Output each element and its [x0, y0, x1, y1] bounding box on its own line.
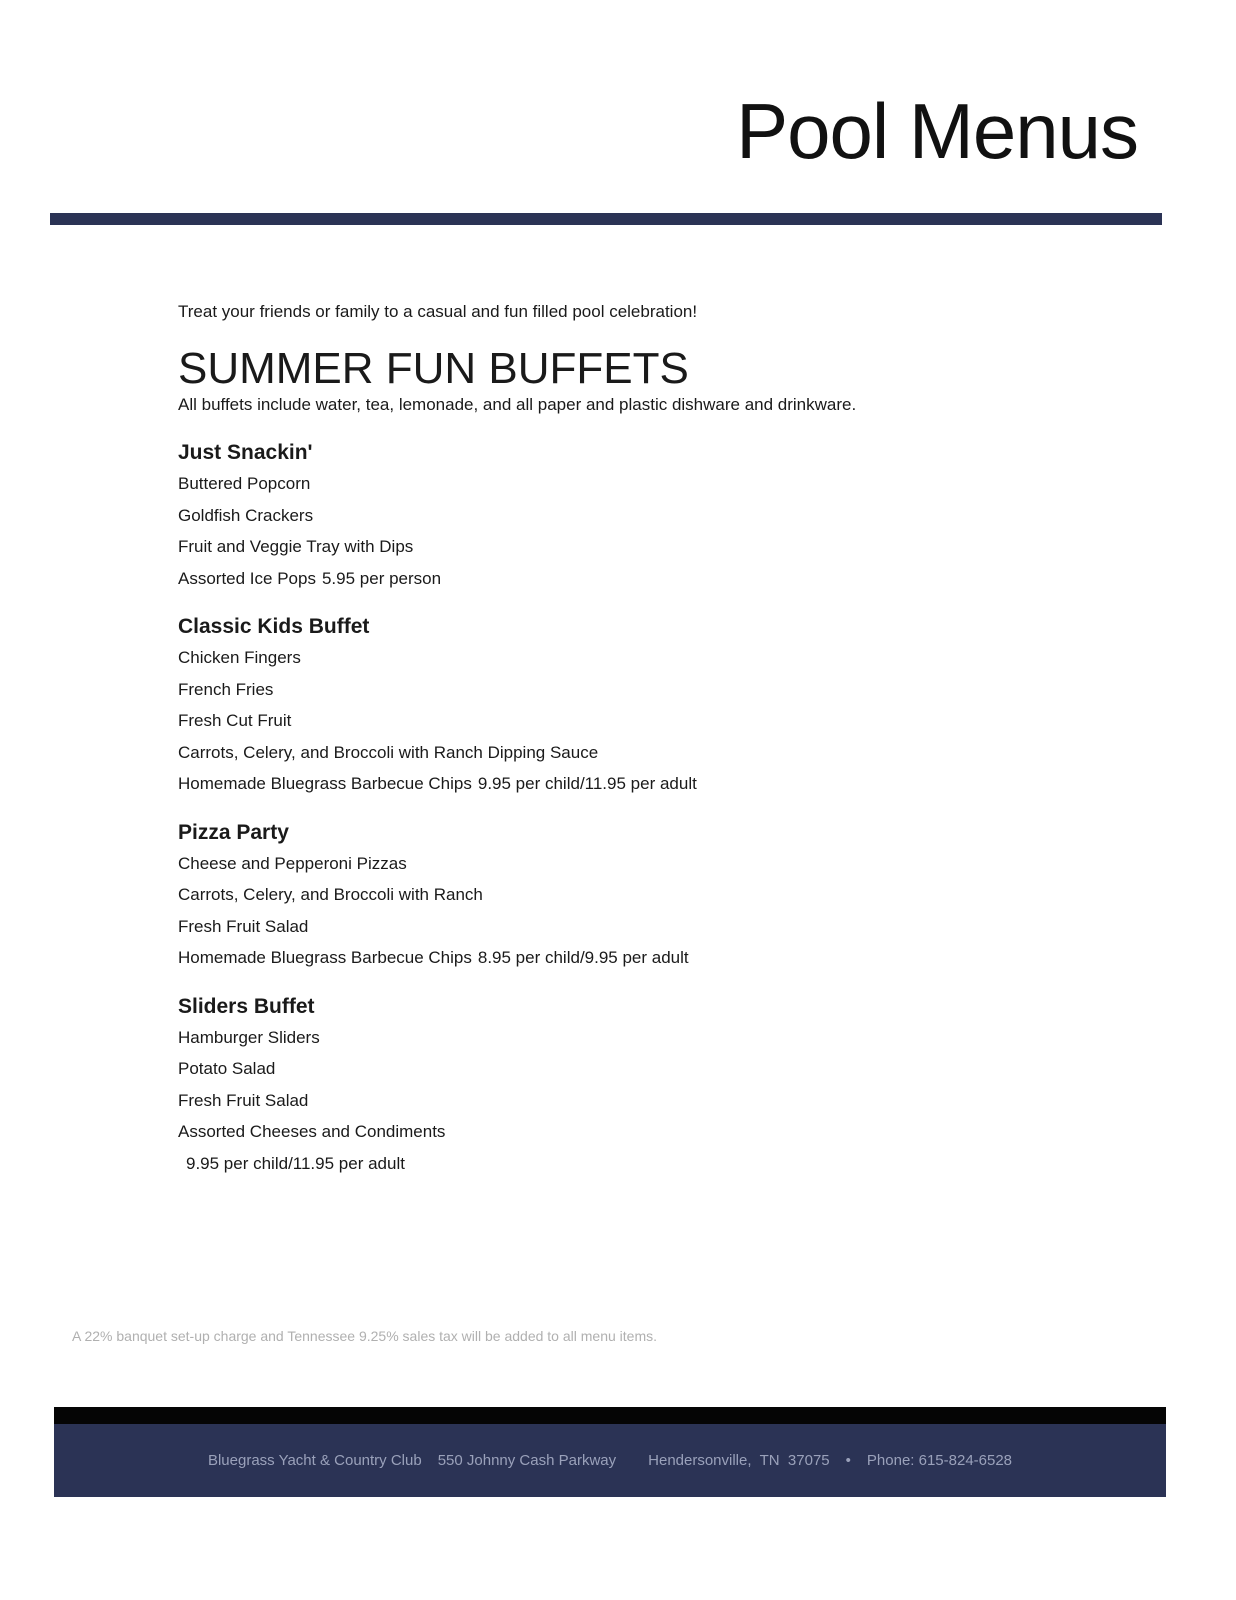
- footer: [54, 1407, 1166, 1497]
- menu-item: Cheese and Pepperoni Pizzas: [178, 853, 407, 873]
- menu-item: Assorted Ice Pops: [178, 568, 316, 588]
- menu-item: Buttered Popcorn: [178, 474, 311, 493]
- footer-club-name: Bluegrass Yacht & Country Club: [207, 1452, 422, 1469]
- tax-disclaimer: A 22% banquet set-up charge and Tennessee 9.25% sales tax will be added to all menu items.: [72, 1328, 658, 1344]
- footer-city: Hendersonville, TN 37075: [648, 1452, 830, 1469]
- menu-item: Fresh Cut Fruit: [178, 711, 292, 730]
- footer-phone: Phone: 615-824-6528: [866, 1452, 1013, 1469]
- menu-price: 8.95 per child/9.95 per adult: [477, 948, 689, 967]
- menu-item: Assorted Cheeses and Condiments: [178, 1122, 446, 1141]
- menu-price: 9.95 per child/11.95 per adult: [186, 1153, 405, 1173]
- menu-item-with-price: [178, 942, 1078, 974]
- section-heading: SUMMER FUN BUFFETS: [178, 344, 689, 393]
- menu-item: Fresh Fruit Salad: [178, 916, 309, 936]
- menu-group-classic-kids-buffet: [178, 614, 1078, 800]
- menu-group-title: Just Snackin': [178, 441, 313, 464]
- menu-group-title: Sliders Buffet: [178, 994, 315, 1018]
- intro-text: Treat your friends or family to a casual and fun filled pool celebration!: [178, 302, 698, 321]
- menu-item: Homemade Bluegrass Barbecue Chips: [178, 948, 472, 967]
- menu-item: Fruit and Veggie Tray with Dips: [178, 537, 414, 556]
- header-rule: [50, 213, 1162, 225]
- page-title: Pool Menus: [736, 87, 1138, 175]
- menu-item-with-price: [178, 768, 1078, 800]
- menu-group-title: Pizza Party: [178, 820, 289, 844]
- footer-bullet: •: [845, 1452, 851, 1469]
- menu-item: Carrots, Celery, and Broccoli with Ranch: [178, 885, 483, 904]
- footer-address: 550 Johnny Cash Parkway: [437, 1452, 617, 1469]
- menu-item: Carrots, Celery, and Broccoli with Ranch Dipping Sauce: [178, 742, 599, 762]
- menu-group-pizza-party: [178, 820, 1078, 974]
- menu-item: Potato Salad: [178, 1059, 276, 1078]
- section-note: All buffets include water, tea, lemonade, and all paper and plastic dishware and drinkware.: [178, 395, 857, 414]
- menu-item: Chicken Fingers: [178, 648, 301, 667]
- menu-group-title: Classic Kids Buffet: [178, 615, 370, 638]
- footer-black-bar: [54, 1407, 1166, 1424]
- menu-item-with-price: [178, 563, 1078, 595]
- menu-content: [178, 300, 1078, 1199]
- menu-group-just-snackin: [178, 440, 1078, 594]
- menu-price: 5.95 per person: [321, 568, 442, 588]
- menu-item: Homemade Bluegrass Barbecue Chips: [178, 774, 472, 793]
- menu-price: 9.95 per child/11.95 per adult: [477, 774, 697, 793]
- menu-item: French Fries: [178, 679, 274, 699]
- footer-contact-band: [54, 1424, 1166, 1497]
- menu-item: Goldfish Crackers: [178, 505, 314, 525]
- menu-item: Fresh Fruit Salad: [178, 1090, 309, 1110]
- menu-group-sliders-buffet: [178, 994, 1078, 1180]
- menu-item: Hamburger Sliders: [178, 1027, 320, 1047]
